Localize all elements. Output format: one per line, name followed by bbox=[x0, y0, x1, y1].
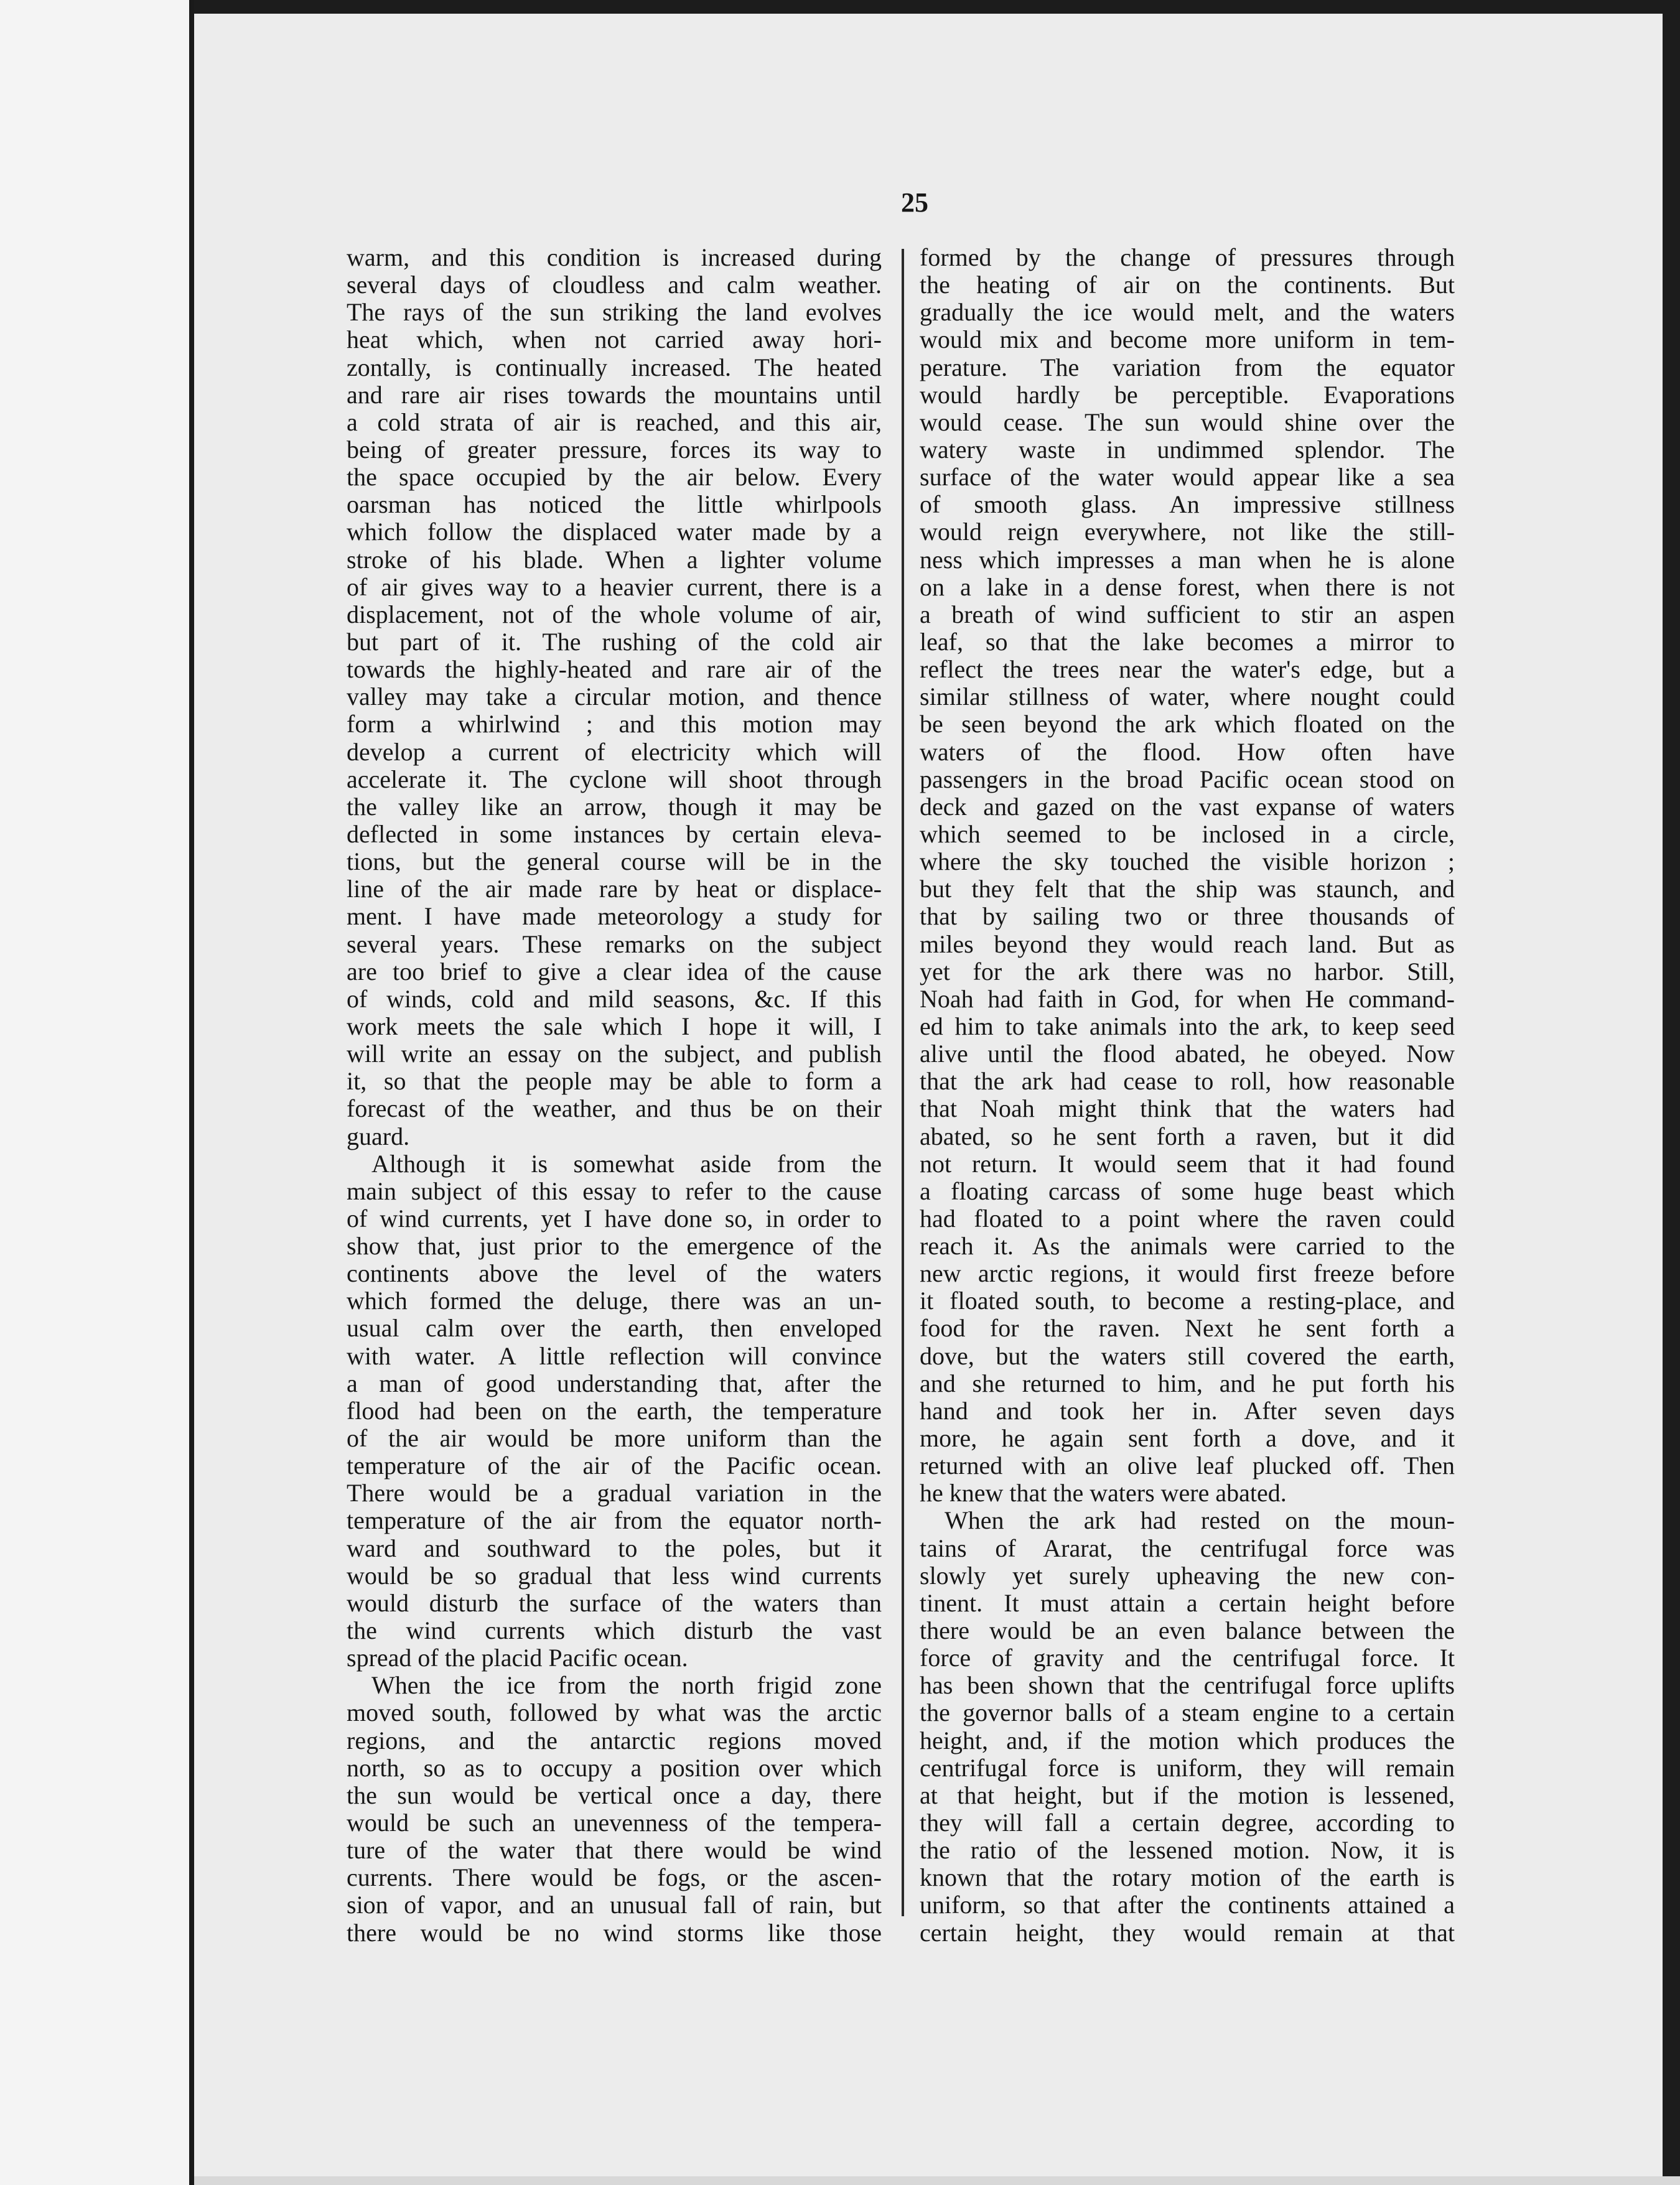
text-line: would hardly be perceptible. Evaporations bbox=[920, 381, 1455, 409]
text-line: deflected in some instances by certain eleva- bbox=[347, 820, 882, 848]
text-line: will write an essay on the subject, and publish bbox=[347, 1040, 882, 1068]
text-line: alive until the flood abated, he obeyed. Now bbox=[920, 1040, 1455, 1068]
text-line: perature. The variation from the equator bbox=[920, 353, 1455, 381]
text-line: displacement, not of the whole volume of air, bbox=[347, 600, 882, 628]
text-line: several years. These remarks on the subject bbox=[347, 930, 882, 958]
text-line: ward and southward to the poles, but it bbox=[347, 1534, 882, 1562]
text-line: would be such an unevenness of the tempera- bbox=[347, 1809, 882, 1837]
text-line: main subject of this essay to refer to the cause bbox=[347, 1177, 882, 1205]
text-line: has been shown that the centrifugal force uplifts bbox=[920, 1672, 1455, 1700]
text-line: hand and took her in. After seven days bbox=[920, 1397, 1455, 1425]
text-line: had floated to a point where the raven could bbox=[920, 1204, 1455, 1232]
text-line: centrifugal force is uniform, they will remain bbox=[920, 1754, 1455, 1782]
facing-page-margin bbox=[0, 0, 205, 2185]
text-line: reflect the trees near the water's edge, but a bbox=[920, 656, 1455, 684]
text-line: a breath of wind sufficient to stir an aspen bbox=[920, 600, 1455, 628]
text-line: more, he again sent forth a dove, and it bbox=[920, 1425, 1455, 1453]
text-line: there would be an even balance between the bbox=[920, 1617, 1455, 1645]
text-line: of the air would be more uniform than the bbox=[347, 1425, 882, 1453]
text-line: the valley like an arrow, though it may be bbox=[347, 793, 882, 821]
text-line: of air gives way to a heavier current, there is a bbox=[347, 573, 882, 601]
text-line: There would be a gradual variation in the bbox=[347, 1479, 882, 1507]
text-line: show that, just prior to the emergence of the bbox=[347, 1232, 882, 1260]
text-line: uniform, so that after the continents attained a bbox=[920, 1891, 1455, 1919]
text-line: a cold strata of air is reached, and this air, bbox=[347, 408, 882, 436]
text-line: ness which impresses a man when he is alone bbox=[920, 546, 1455, 574]
text-line: watery waste in undimmed splendor. The bbox=[920, 436, 1455, 464]
text-line: guard. bbox=[347, 1122, 410, 1150]
text-line: the sun would be vertical once a day, there bbox=[347, 1781, 882, 1809]
text-line: passengers in the broad Pacific ocean stood on bbox=[920, 765, 1455, 793]
text-line: force of gravity and the centrifugal force. It bbox=[920, 1644, 1455, 1672]
text-line: surface of the water would appear like a sea bbox=[920, 464, 1455, 492]
text-line: be seen beyond the ark which floated on the bbox=[920, 710, 1455, 738]
text-line: ment. I have made meteorology a study for bbox=[347, 903, 882, 931]
scan-border-top bbox=[194, 0, 1680, 14]
binding-shadow bbox=[189, 0, 194, 2185]
text-line: are too brief to give a clear idea of the cause bbox=[347, 957, 882, 985]
text-line: height, and, if the motion which produces the bbox=[920, 1726, 1455, 1754]
text-line: returned with an olive leaf plucked off. Then bbox=[920, 1452, 1455, 1480]
text-line: would reign everywhere, not like the still- bbox=[920, 518, 1455, 546]
text-line: develop a current of electricity which will bbox=[347, 738, 882, 766]
text-line: he knew that the waters were abated. bbox=[920, 1479, 1287, 1507]
text-line: the heating of air on the continents. But bbox=[920, 271, 1455, 299]
text-line: a floating carcass of some huge beast which bbox=[920, 1177, 1455, 1205]
scan-border-bottom bbox=[194, 2176, 1680, 2185]
text-line: would be so gradual that less wind currents bbox=[347, 1562, 882, 1590]
text-line: oarsman has noticed the little whirlpools bbox=[347, 491, 882, 519]
text-line: line of the air made rare by heat or displace- bbox=[347, 875, 882, 903]
text-line: temperature of the air from the equator north- bbox=[347, 1507, 882, 1535]
text-line: would disturb the surface of the waters than bbox=[347, 1589, 882, 1617]
scan-border-right bbox=[1663, 0, 1680, 2185]
text-line: the wind currents which disturb the vast bbox=[347, 1617, 882, 1645]
text-line: being of greater pressure, forces its way to bbox=[347, 436, 882, 464]
text-line: form a whirlwind ; and this motion may bbox=[347, 710, 882, 738]
text-line: spread of the placid Pacific ocean. bbox=[347, 1644, 688, 1672]
text-line: slowly yet surely upheaving the new con- bbox=[920, 1562, 1455, 1590]
text-line: yet for the ark there was no harbor. Still, bbox=[920, 957, 1455, 985]
text-line: that the ark had cease to roll, how reasonable bbox=[920, 1068, 1455, 1096]
text-line: which seemed to be inclosed in a circle, bbox=[920, 820, 1455, 848]
text-line: ed him to take animals into the ark, to keep seed bbox=[920, 1012, 1455, 1040]
text-line: it floated south, to become a resting-place, and bbox=[920, 1287, 1455, 1315]
text-line: new arctic regions, it would first freeze before bbox=[920, 1260, 1455, 1288]
text-line: and rare air rises towards the mountains until bbox=[347, 381, 882, 409]
text-line: that by sailing two or three thousands of bbox=[920, 903, 1455, 931]
text-line: that Noah might think that the waters had bbox=[920, 1095, 1455, 1123]
text-line: flood had been on the earth, the temperature bbox=[347, 1397, 882, 1425]
text-line: tinent. It must attain a certain height before bbox=[920, 1589, 1455, 1617]
text-line: accelerate it. The cyclone will shoot through bbox=[347, 765, 882, 793]
text-column-right bbox=[920, 244, 1455, 1947]
text-line: which formed the deluge, there was an un- bbox=[347, 1287, 882, 1315]
text-line: When the ark had rested on the moun- bbox=[945, 1507, 1455, 1535]
text-line: with water. A little reflection will convince bbox=[347, 1342, 882, 1370]
text-line: but part of it. The rushing of the cold air bbox=[347, 628, 882, 656]
text-line: the ratio of the lessened motion. Now, it is bbox=[920, 1837, 1455, 1865]
text-line: at that height, but if the motion is lessened, bbox=[920, 1781, 1455, 1809]
text-line: north, so as to occupy a position over which bbox=[347, 1754, 882, 1782]
text-line: leaf, so that the lake becomes a mirror to bbox=[920, 628, 1455, 656]
text-line: continents above the level of the waters bbox=[347, 1260, 882, 1288]
text-line: forecast of the weather, and thus be on their bbox=[347, 1095, 882, 1123]
text-line: ture of the water that there would be wind bbox=[347, 1837, 882, 1865]
text-line: regions, and the antarctic regions moved bbox=[347, 1726, 882, 1754]
text-line: formed by the change of pressures through bbox=[920, 244, 1455, 271]
text-line: gradually the ice would melt, and the waters bbox=[920, 299, 1455, 327]
text-line: The rays of the sun striking the land evolves bbox=[347, 299, 882, 327]
text-line: heat which, when not carried away hori- bbox=[347, 326, 882, 354]
text-line: they will fall a certain degree, according to bbox=[920, 1809, 1455, 1837]
text-line: and she returned to him, and he put forth his bbox=[920, 1369, 1455, 1397]
text-line: there would be no wind storms like those bbox=[347, 1919, 882, 1947]
column-divider-rule bbox=[902, 249, 904, 1916]
text-line: valley may take a circular motion, and thence bbox=[347, 683, 882, 711]
text-line: tains of Ararat, the centrifugal force was bbox=[920, 1534, 1455, 1562]
text-line: a man of good understanding that, after the bbox=[347, 1369, 882, 1397]
text-line: sion of vapor, and an unusual fall of rain, but bbox=[347, 1891, 882, 1919]
text-line: work meets the sale which I hope it will, I bbox=[347, 1012, 882, 1040]
text-line: of smooth glass. An impressive stillness bbox=[920, 491, 1455, 519]
text-line: deck and gazed on the vast expanse of waters bbox=[920, 793, 1455, 821]
text-line: certain height, they would remain at that bbox=[920, 1919, 1455, 1947]
text-line: it, so that the people may be able to form a bbox=[347, 1068, 882, 1096]
text-line: currents. There would be fogs, or the ascen- bbox=[347, 1864, 882, 1892]
text-line: similar stillness of water, where nought could bbox=[920, 683, 1455, 711]
text-line: which follow the displaced water made by a bbox=[347, 518, 882, 546]
text-line: of winds, cold and mild seasons, &c. If this bbox=[347, 985, 882, 1013]
text-line: When the ice from the north frigid zone bbox=[371, 1672, 882, 1700]
text-line: but they felt that the ship was staunch, and bbox=[920, 875, 1455, 903]
text-line: reach it. As the animals were carried to the bbox=[920, 1232, 1455, 1260]
text-line: temperature of the air of the Pacific ocean. bbox=[347, 1452, 882, 1480]
text-line: the governor balls of a steam engine to a certain bbox=[920, 1699, 1455, 1727]
text-line: known that the rotary motion of the earth is bbox=[920, 1864, 1455, 1892]
text-line: zontally, is continually increased. The heated bbox=[347, 353, 882, 381]
text-line: would cease. The sun would shine over the bbox=[920, 408, 1455, 436]
text-line: the space occupied by the air below. Every bbox=[347, 464, 882, 492]
text-line: on a lake in a dense forest, when there is not bbox=[920, 573, 1455, 601]
text-line: warm, and this condition is increased during bbox=[347, 244, 882, 271]
text-line: several days of cloudless and calm weather. bbox=[347, 271, 882, 299]
text-line: moved south, followed by what was the arctic bbox=[347, 1699, 882, 1727]
text-line: would mix and become more uniform in tem- bbox=[920, 326, 1455, 354]
text-line: miles beyond they would reach land. But as bbox=[920, 930, 1455, 958]
text-line: stroke of his blade. When a lighter volume bbox=[347, 546, 882, 574]
text-line: food for the raven. Next he sent forth a bbox=[920, 1315, 1455, 1343]
text-column-left bbox=[347, 244, 882, 1947]
page-number: 25 bbox=[901, 187, 928, 218]
text-line: dove, but the waters still covered the earth, bbox=[920, 1342, 1455, 1370]
text-line: not return. It would seem that it had found bbox=[920, 1150, 1455, 1178]
text-line: of wind currents, yet I have done so, in order to bbox=[347, 1204, 882, 1232]
text-line: abated, so he sent forth a raven, but it did bbox=[920, 1122, 1455, 1150]
text-line: waters of the flood. How often have bbox=[920, 738, 1455, 766]
text-line: Although it is somewhat aside from the bbox=[371, 1150, 882, 1178]
text-line: tions, but the general course will be in the bbox=[347, 848, 882, 876]
text-line: usual calm over the earth, then enveloped bbox=[347, 1315, 882, 1343]
text-line: towards the highly-heated and rare air of the bbox=[347, 656, 882, 684]
text-line: Noah had faith in God, for when He command- bbox=[920, 985, 1455, 1013]
text-line: where the sky touched the visible horizon ; bbox=[920, 848, 1455, 876]
